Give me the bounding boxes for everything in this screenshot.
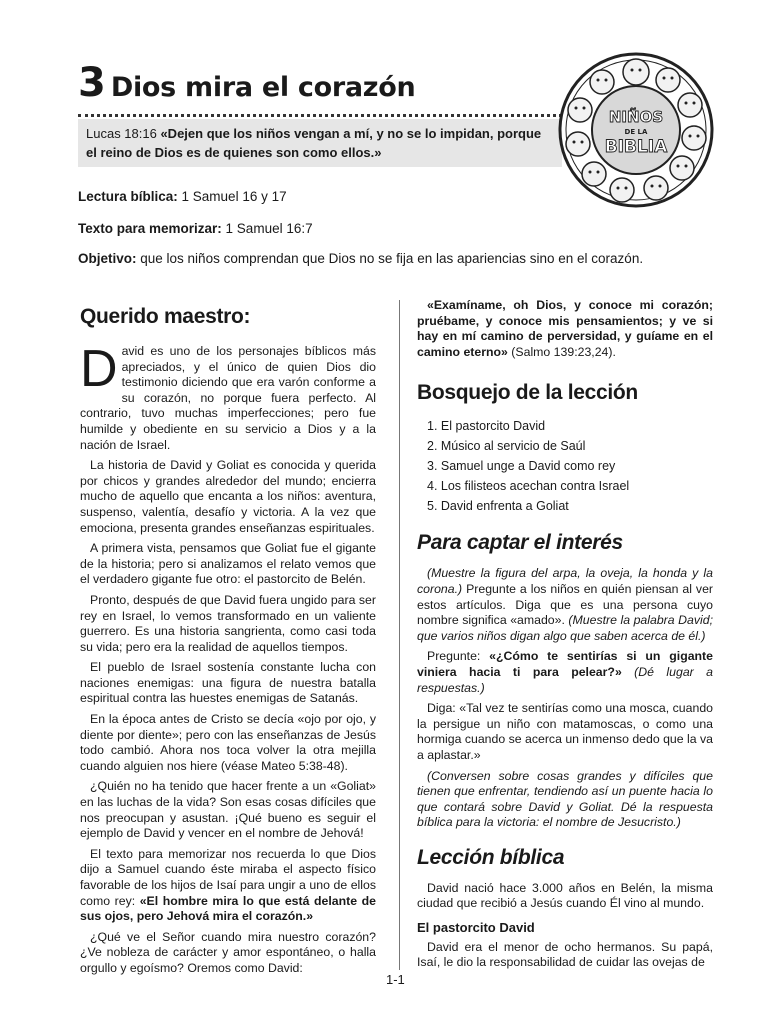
outline-item: 4. Los filisteos acechan contra Israel: [427, 479, 630, 494]
objective-line: [78, 250, 643, 268]
paragraph: (Conversen sobre cosas grandes y difíciles que tienen que enfrentar, tendiendo así un puente hacia lo que contará sobre David y Goliat. Dé la respuesta bíblica para la victoria: el nombre de Jesucristo.): [417, 768, 713, 830]
outline-item: 5. David enfrenta a Goliat: [427, 499, 569, 514]
paragraph: ¿Qué ve el Señor cuando mira nuestro corazón? ¿Ve nobleza de carácter y amor espontáneo, o halla orgullo y egoísmo? Oremos como David:: [80, 929, 376, 975]
outline-item: 3. Samuel unge a David como rey: [427, 459, 616, 474]
psalm-reference: (Salmo 139:23,24).: [507, 344, 616, 359]
paragraph: ¿Quién no ha tenido que hacer frente a un «Goliat» en las luchas de la vida? Son esas cosas difíciles que nos preocupan y asustan. ¡Qué bueno es seguir el ejemplo de David y vencer en el nombre de Jehová!: [80, 779, 376, 841]
intro-paragraph: David es uno de los personajes bíblicos más apreciados, y el único de quien Dios dio testimonio diciendo que era varón conforme a su corazón, no porque fuera perfecto. Al contrario, tuvo muchas imperfecciones; pero fue humilde y obediente en su servicio a Dios y a la nación de Israel.: [80, 340, 376, 452]
paragraph: A primera vista, pensamos que Goliat fue el gigante de la historia; pero si analizamos el relato vemos que el verdadero gigante fue otro: el pastorcito de Belén.: [80, 541, 376, 587]
paragraph: Pronto, después de que David fuera ungido para ser rey en Israel, lo vemos transformado en un valiente guerrero. Es una historia sangrienta, como casi toda su vida; pero era la realidad de aquellos tiempos.: [80, 592, 376, 654]
outline-item: 2. Músico al servicio de Saúl: [427, 439, 586, 454]
objective-value: que los niños comprendan que Dios no se fija en las apariencias sino en el corazón.: [136, 251, 644, 266]
drop-cap: D: [80, 340, 118, 398]
memory-verse-quote: «El hombre mira lo que está delante de sus ojos, pero Jehová mira el corazón.»: [80, 893, 376, 924]
paragraph: En la época antes de Cristo se decía «ojo por ojo, y diente por diente»; pero con las enseñanzas de Jesús todo cambió. Ahora nos toca volver la otra mejilla cuando alguien nos hiere (véase Mateo 5:38-48).: [80, 712, 376, 773]
ninos-de-la-biblia-logo: [556, 50, 716, 210]
paragraph: Pregunte: «¿Cómo te sentirías si un gigante viniera hacia ti para pelear?» (Dé lugar a respuestas.): [417, 649, 713, 695]
lesson-title: Dios mira el corazón: [110, 72, 416, 103]
psalm-quote: «Examíname, oh Dios, y conoce mi corazón; pruébame, y conoce mis pensamientos; y ve si hay en mí camino de perversidad, y guíame en el camino eterno» (Salmo 139:23,24).: [417, 298, 713, 359]
column-divider: [399, 300, 400, 970]
right-column: [417, 298, 713, 976]
page-number: 1-1: [386, 972, 405, 987]
shepherd-boy-subheading: El pastorcito David: [417, 920, 535, 936]
logo-line-2: DE LA: [624, 128, 648, 136]
memory-value: 1 Samuel 16:7: [221, 221, 313, 236]
lesson-number: 3: [78, 60, 105, 106]
bible-lesson-heading: Lección bíblica: [417, 845, 565, 869]
logo-line-1: NIÑOS: [608, 108, 664, 126]
left-column: [80, 304, 376, 982]
memory-label: Texto para memorizar:: [78, 221, 222, 236]
title-row: [78, 60, 415, 110]
paragraph: Diga: «Tal vez te sentirías como una mosca, cuando la persigue un niño con matamoscas, o como una hormiga cuando se acerca un inmenso dedo que la va a aplastar.»: [417, 701, 714, 762]
paragraph: El texto para memorizar nos recuerda lo que Dios dijo a Samuel cuando éste miraba el aspecto físico favorable de los hijos de Isaí para ungir a uno de ellos como rey: «El hombre mira lo que está delante de sus ojos, pero Jehová mira el corazón.»: [80, 846, 376, 924]
reading-value: 1 Samuel 16 y 17: [177, 189, 287, 204]
paragraph: El pueblo de Israel sostenía constante lucha con naciones enemigas: una figura de nuestra batalla espiritual contra las huestes enemigas de Satanás.: [80, 660, 376, 706]
reading-label: Lectura bíblica:: [78, 189, 178, 204]
paragraph: La historia de David y Goliat es conocida y querida por chicos y grandes alrededor del mundo; encierra mucho de aquello que encanta a los niños: aventura, suspenso, valentía, desafío y victoria. A la vez que emociona, presenta grandes enseñanzas espirituales.: [80, 458, 376, 535]
outline-item: 1. El pastorcito David: [427, 419, 546, 434]
capture-interest-heading: Para captar el interés: [417, 531, 623, 555]
lesson-outline: [427, 416, 713, 516]
dear-teacher-heading: Querido maestro:: [80, 305, 251, 328]
outline-heading: Bosquejo de la lección: [417, 381, 638, 405]
verse-reference: Lucas 18:16: [86, 126, 161, 141]
dotted-divider: [78, 114, 562, 117]
key-verse-box: [78, 119, 562, 167]
paragraph: David nació hace 3.000 años en Belén, la misma ciudad que recibió a Jesús cuando Él vino al mundo.: [417, 880, 713, 911]
verse-text: «Dejen que los niños vengan a mí, y no se lo impidan, porque el reino de Dios es de quienes son como ellos.»: [86, 126, 542, 160]
objective-label: Objetivo:: [78, 251, 137, 266]
reading-line: [78, 188, 287, 206]
paragraph: (Muestre la figura del arpa, la oveja, la honda y la corona.) Pregunte a los niños en quién piensan al ver estos artículos. Diga que es una persona cuyo nombre significa «amado». (Muestre la palabra David; que varios niños digan algo que saben acerca de él.): [417, 566, 713, 643]
memory-verse-line: [78, 220, 313, 238]
logo-line-3: BIBLIA: [604, 137, 668, 157]
paragraph: David era el menor de ocho hermanos. Su papá, Isaí, le dio la responsabilidad de cuidar las ovejas de: [417, 939, 713, 970]
